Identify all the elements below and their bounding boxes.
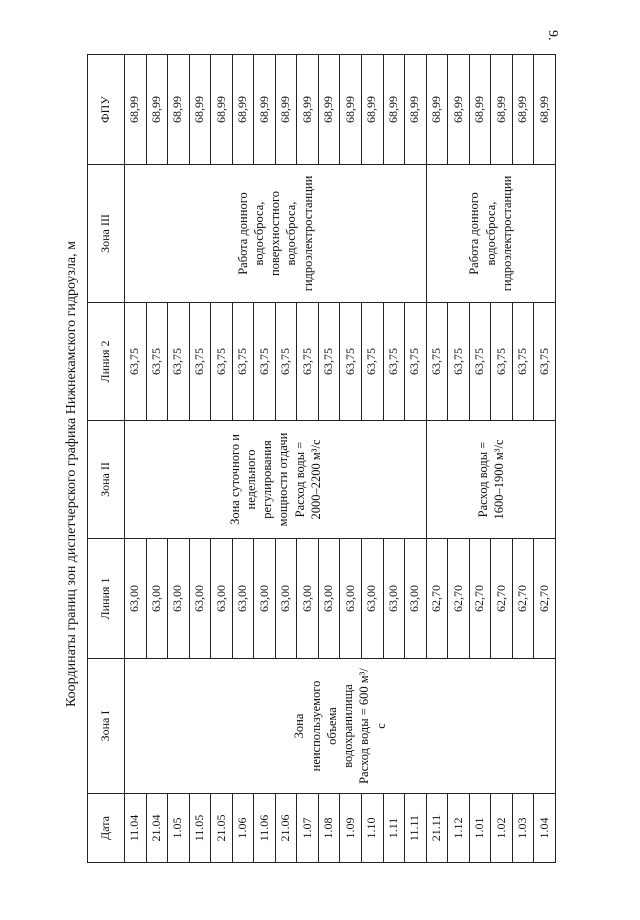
cell-date: 11.04 xyxy=(125,794,147,863)
cell-line1: 62,70 xyxy=(534,539,556,659)
table-row xyxy=(125,55,147,863)
cell-line2: 63,75 xyxy=(448,303,470,421)
cell-line2: 63,75 xyxy=(189,303,211,421)
cell-fpu: 68,99 xyxy=(297,55,319,165)
cell-fpu: 68,99 xyxy=(362,55,384,165)
cell-line2: 63,75 xyxy=(146,303,168,421)
page-number: 9. xyxy=(545,30,560,41)
cell-date: 11.05 xyxy=(189,794,211,863)
cell-date: 21.04 xyxy=(146,794,168,863)
cell-line2: 63,75 xyxy=(512,303,534,421)
cell-zone3-group2: Работа донного водосброса, гидроэлектростанции xyxy=(426,165,555,303)
cell-line1: 63,00 xyxy=(125,539,147,659)
cell-line2: 63,75 xyxy=(405,303,427,421)
cell-zone3-group1: Работа донного водосброса, поверхностного водосброса, гидроэлектростанции xyxy=(125,165,427,303)
cell-line1: 63,00 xyxy=(340,539,362,659)
cell-date: 11.06 xyxy=(254,794,276,863)
cell-line2: 63,75 xyxy=(318,303,340,421)
cell-date: 1.03 xyxy=(512,794,534,863)
cell-date: 11.11 xyxy=(405,794,427,863)
header-line1: Линия 1 xyxy=(88,539,125,659)
cell-line1: 63,00 xyxy=(405,539,427,659)
cell-line2: 63,75 xyxy=(362,303,384,421)
cell-line2: 63,75 xyxy=(383,303,405,421)
cell-fpu: 68,99 xyxy=(125,55,147,165)
header-row xyxy=(88,55,125,863)
cell-fpu: 68,99 xyxy=(491,55,513,165)
cell-fpu: 68,99 xyxy=(254,55,276,165)
cell-line2: 63,75 xyxy=(340,303,362,421)
cell-fpu: 68,99 xyxy=(383,55,405,165)
rotated-table-wrapper xyxy=(87,55,556,863)
cell-line2: 63,75 xyxy=(168,303,190,421)
header-fpu: ФПУ xyxy=(88,55,125,165)
cell-line2: 63,75 xyxy=(125,303,147,421)
cell-fpu: 68,99 xyxy=(405,55,427,165)
header-date: Дата xyxy=(88,794,125,863)
cell-line1: 63,00 xyxy=(383,539,405,659)
cell-line2: 63,75 xyxy=(491,303,513,421)
cell-line2: 63,75 xyxy=(254,303,276,421)
cell-line1: 63,00 xyxy=(297,539,319,659)
cell-date: 1.04 xyxy=(534,794,556,863)
table-body xyxy=(125,55,556,863)
cell-line2: 63,75 xyxy=(232,303,254,421)
cell-fpu: 68,99 xyxy=(340,55,362,165)
cell-fpu: 68,99 xyxy=(318,55,340,165)
cell-date: 1.07 xyxy=(297,794,319,863)
cell-date: 1.09 xyxy=(340,794,362,863)
cell-date: 1.02 xyxy=(491,794,513,863)
cell-date: 1.12 xyxy=(448,794,470,863)
cell-fpu: 68,99 xyxy=(534,55,556,165)
cell-date: 1.10 xyxy=(362,794,384,863)
cell-fpu: 68,99 xyxy=(512,55,534,165)
cell-line1: 63,00 xyxy=(362,539,384,659)
cell-line1: 63,00 xyxy=(189,539,211,659)
header-zone1: Зона I xyxy=(88,659,125,794)
cell-line2: 63,75 xyxy=(211,303,233,421)
cell-line1: 63,00 xyxy=(211,539,233,659)
cell-line2: 63,75 xyxy=(275,303,297,421)
cell-fpu: 68,99 xyxy=(448,55,470,165)
cell-line1: 62,70 xyxy=(426,539,448,659)
cell-fpu: 68,99 xyxy=(189,55,211,165)
cell-date: 1.01 xyxy=(469,794,491,863)
cell-line1: 63,00 xyxy=(232,539,254,659)
cell-date: 21.11 xyxy=(426,794,448,863)
document-title-text: Координаты границ зон диспетчерского графика Нижнекамского гидроузла, м xyxy=(64,241,79,707)
cell-zone1: Зона неиспользуемого объема водохранилища Расход воды = 600 м³/с xyxy=(125,659,556,794)
cell-line1: 62,70 xyxy=(491,539,513,659)
cell-line1: 63,00 xyxy=(275,539,297,659)
cell-fpu: 68,99 xyxy=(146,55,168,165)
cell-line1: 63,00 xyxy=(254,539,276,659)
cell-fpu: 68,99 xyxy=(232,55,254,165)
cell-date: 1.05 xyxy=(168,794,190,863)
cell-zone2-group2: Расход воды = 1600–1900 м³/с xyxy=(426,421,555,539)
cell-fpu: 68,99 xyxy=(211,55,233,165)
cell-date: 1.11 xyxy=(383,794,405,863)
cell-line1: 63,00 xyxy=(168,539,190,659)
header-zone2: Зона II xyxy=(88,421,125,539)
zone-coordinates-table xyxy=(87,54,556,863)
cell-line1: 62,70 xyxy=(512,539,534,659)
cell-date: 21.05 xyxy=(211,794,233,863)
cell-line1: 62,70 xyxy=(469,539,491,659)
cell-date: 1.08 xyxy=(318,794,340,863)
header-zone3: Зона III xyxy=(88,165,125,303)
cell-date: 21.06 xyxy=(275,794,297,863)
cell-line2: 63,75 xyxy=(469,303,491,421)
cell-zone2-group1: Зона суточного и недельного регулирования мощности отдачи Расход воды = 2000–2200 м³/с xyxy=(125,421,427,539)
cell-line1: 63,00 xyxy=(146,539,168,659)
cell-fpu: 68,99 xyxy=(426,55,448,165)
cell-line2: 63,75 xyxy=(534,303,556,421)
cell-line2: 63,75 xyxy=(426,303,448,421)
cell-date: 1.06 xyxy=(232,794,254,863)
cell-line2: 63,75 xyxy=(297,303,319,421)
cell-line1: 63,00 xyxy=(318,539,340,659)
cell-fpu: 68,99 xyxy=(275,55,297,165)
header-line2: Линия 2 xyxy=(88,303,125,421)
cell-fpu: 68,99 xyxy=(469,55,491,165)
cell-fpu: 68,99 xyxy=(168,55,190,165)
cell-line1: 62,70 xyxy=(448,539,470,659)
